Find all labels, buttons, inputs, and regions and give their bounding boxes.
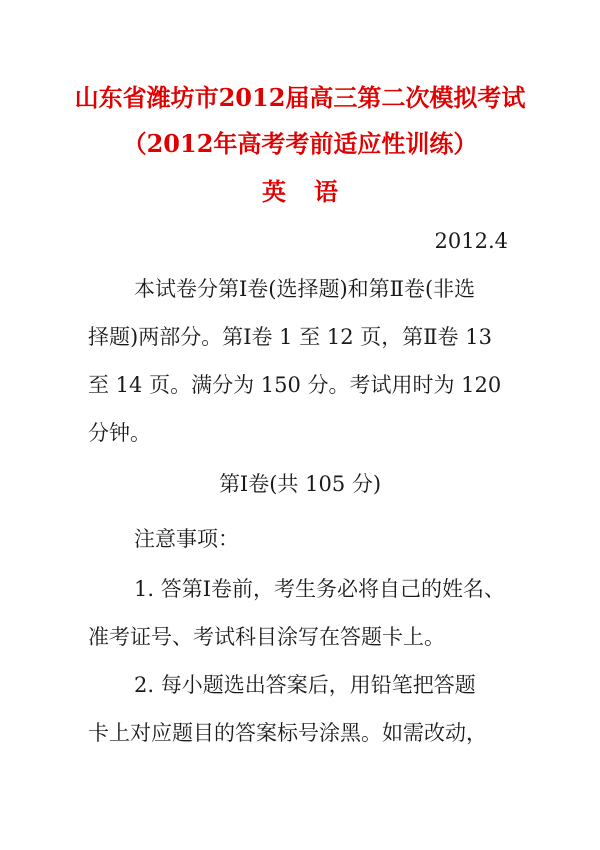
note-1-line-1: 1. 答第Ⅰ卷前，考生务必将自己的姓名、: [134, 577, 506, 601]
notes-heading: 注意事项：: [134, 527, 239, 551]
intro-line-2: 择题)两部分。第Ⅰ卷 1 至 12 页，第Ⅱ卷 13: [88, 325, 492, 349]
section-title: 第Ⅰ卷(共 105 分): [218, 472, 382, 496]
intro-line-1: 本试卷分第Ⅰ卷(选择题)和第Ⅱ卷(非选: [134, 277, 476, 301]
exam-date: 2012.4: [434, 229, 508, 253]
exam-title: 山东省潍坊市2012届高三第二次模拟考试: [74, 83, 526, 112]
intro-line-4: 分钟。: [88, 421, 151, 445]
exam-subtitle: （2012年高考考前适应性训练）: [122, 129, 478, 158]
note-2-line-2: 卡上对应题目的答案标号涂黑。如需改动，: [88, 721, 487, 745]
intro-line-3: 至 14 页。满分为 150 分。考试用时为 120: [88, 373, 502, 397]
note-1-line-2: 准考证号、考试科目涂写在答题卡上。: [88, 625, 445, 649]
subject-title: 英语: [262, 177, 366, 206]
note-2-line-1: 2. 每小题选出答案后，用铅笔把答题: [134, 673, 476, 697]
